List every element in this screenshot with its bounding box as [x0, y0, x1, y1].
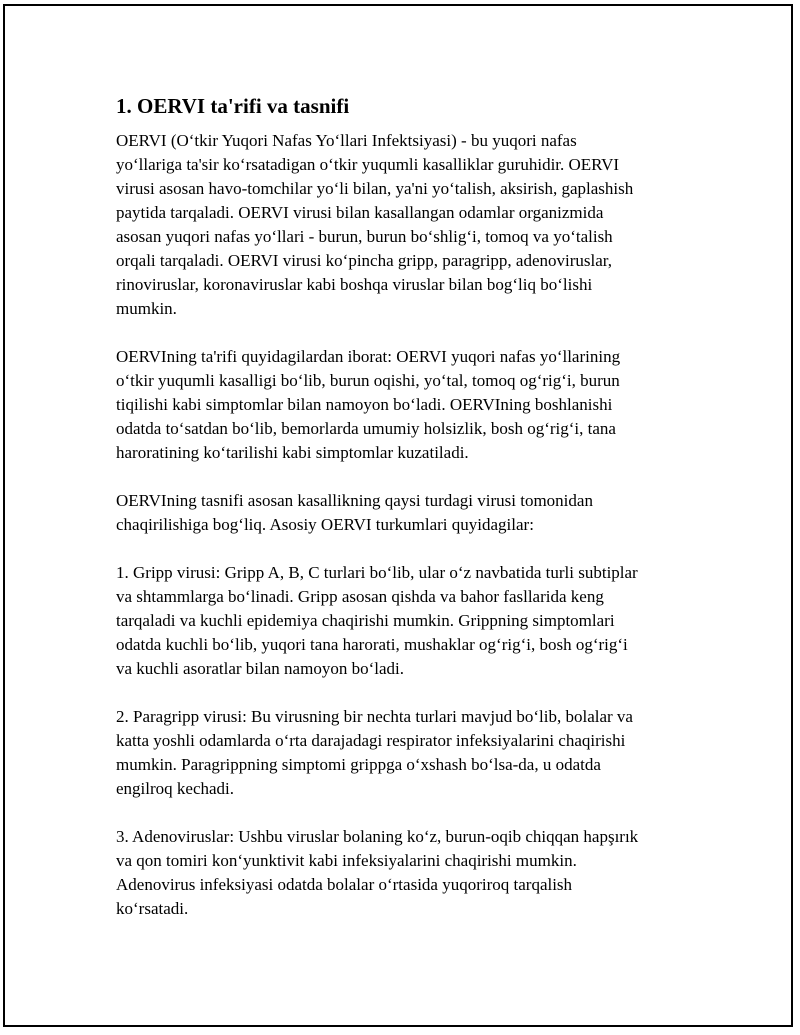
text-line: va shtammlarga bo‘linadi. Gripp asosan qishda va bahor fasllarida keng [116, 587, 604, 606]
paragraph-classification-intro [116, 489, 696, 537]
text-line: asosan yuqori nafas yo‘llari - burun, burun bo‘shlig‘i, tomoq va yo‘talish [116, 227, 613, 246]
text-line: 2. Paragripp virusi: Bu virusning bir nechta turlari mavjud bo‘lib, bolalar va [116, 707, 633, 726]
text-line: va kuchli asoratlar bilan namoyon bo‘ladi. [116, 659, 404, 678]
text-line: 3. Adenoviruslar: Ushbu viruslar bolaning ko‘z, burun-oqib chiqqan hapşırık [116, 827, 639, 846]
text-line: tiqilishi kabi simptomlar bilan namoyon bo‘ladi. OERVIning boshlanishi [116, 395, 613, 414]
text-line: OERVIning ta'rifi quyidagilardan iborat: OERVI yuqori nafas yo‘llarining [116, 347, 621, 366]
text-line: chaqirilishiga bog‘liq. Asosiy OERVI turkumlari quyidagilar: [116, 515, 534, 534]
document-body [116, 92, 696, 921]
text-line: odatda to‘satdan bo‘lib, bemorlarda umumiy holsizlik, bosh og‘rig‘i, tana [116, 419, 616, 438]
text-line: va qon tomiri kon‘yunktivit kabi infeksiyalarini chaqirishi mumkin. [116, 851, 577, 870]
text-line: haroratining ko‘tarilishi kabi simptomlar kuzatiladi. [116, 443, 469, 462]
text-line: OERVI (O‘tkir Yuqori Nafas Yo‘llari Infektsiyasi) - bu yuqori nafas [116, 131, 577, 150]
section-heading: 1. OERVI ta'rifi va tasnifi [116, 94, 350, 118]
text-line: mumkin. Paragrippning simptomi grippga o‘xshash bo‘lsa-da, u odatda [116, 755, 601, 774]
paragraph-adenovirus [116, 825, 696, 921]
text-line: virusi asosan havo-tomchilar yo‘li bilan, ya'ni yo‘talish, aksirish, gaplashish [116, 179, 634, 198]
paragraph-influenza [116, 561, 696, 681]
text-line: mumkin. [116, 299, 177, 318]
text-line: ko‘rsatadi. [116, 899, 189, 918]
text-line: Adenovirus infeksiyasi odatda bolalar o‘rtasida yuqoriroq tarqalish [116, 875, 573, 894]
text-line: o‘tkir yuqumli kasalligi bo‘lib, burun oqishi, yo‘tal, tomoq og‘rig‘i, burun [116, 371, 620, 390]
text-line: katta yoshli odamlarda o‘rta darajadagi respirator infeksiyalarini chaqirishi [116, 731, 626, 750]
text-line: odatda kuchli bo‘lib, yuqori tana harorati, mushaklar og‘rig‘i, bosh og‘rig‘i [116, 635, 628, 654]
text-line: engilroq kechadi. [116, 779, 235, 798]
text-line: 1. Gripp virusi: Gripp A, B, C turlari bo‘lib, ular o‘z navbatida turli subtiplar [116, 563, 638, 582]
text-line: OERVIning tasnifi asosan kasallikning qaysi turdagi virusi tomonidan [116, 491, 593, 510]
text-line: orqali tarqaladi. OERVI virusi ko‘pincha gripp, paragripp, adenoviruslar, [116, 251, 613, 270]
text-line: paytida tarqaladi. OERVI virusi bilan kasallangan odamlar organizmida [116, 203, 604, 222]
text-line: rinoviruslar, koronaviruslar kabi boshqa viruslar bilan bog‘liq bo‘lishi [116, 275, 593, 294]
paragraph-definition-intro [116, 129, 696, 321]
text-line: yo‘llariga ta'sir ko‘rsatadigan o‘tkir yuqumli kasalliklar guruhidir. OERVI [116, 155, 620, 174]
text-line: tarqaladi va kuchli epidemiya chaqirishi mumkin. Grippning simptomlari [116, 611, 615, 630]
paragraph-definition [116, 345, 696, 465]
paragraph-parainfluenza [116, 705, 696, 801]
